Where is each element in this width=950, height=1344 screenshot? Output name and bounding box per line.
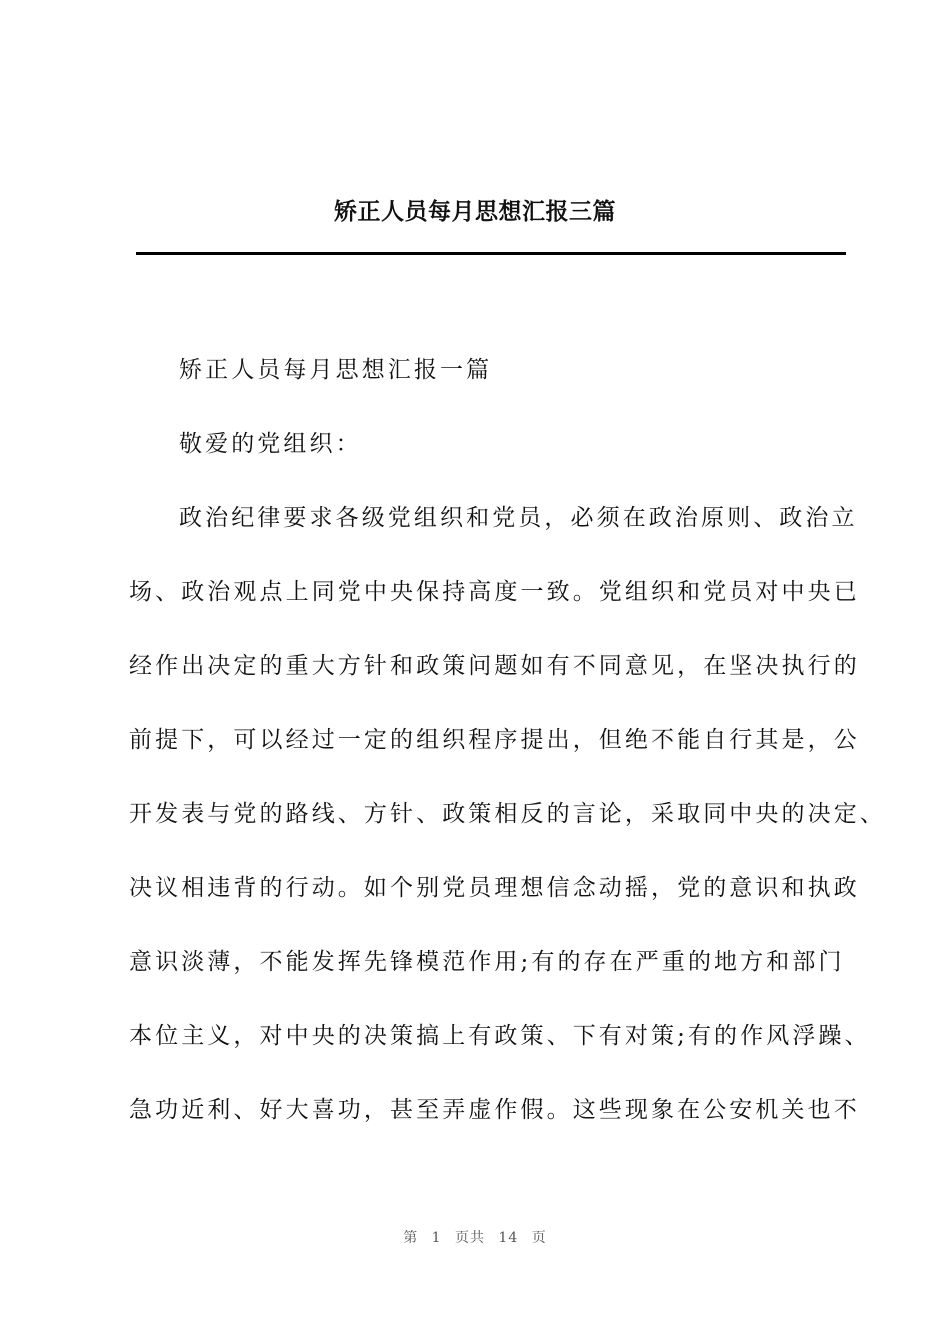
document-title: 矫正人员每月思想汇报三篇	[334, 199, 616, 225]
body-line-5: 开发表与党的路线、方针、政策相反的言论，采取同中央的决定、	[129, 801, 886, 827]
body-line-2: 场、政治观点上同党中央保持高度一致。党组织和党员对中央已	[129, 579, 860, 605]
page-number-footer: 第 1 页共 14 页	[403, 1230, 547, 1246]
salutation: 敬爱的党组织：	[179, 431, 362, 457]
body-line-1: 政治纪律要求各级党组织和党员，必须在政治原则、政治立	[179, 505, 858, 531]
body-line-9: 急功近利、好大喜功，甚至弄虚作假。这些现象在公安机关也不	[129, 1097, 860, 1123]
body-line-3: 经作出决定的重大方针和政策问题如有不同意见，在坚决执行的	[129, 653, 860, 679]
body-line-7: 意识淡薄，不能发挥先锋模范作用;有的存在严重的地方和部门	[129, 949, 845, 975]
body-line-4: 前提下，可以经过一定的组织程序提出，但绝不能自行其是，公	[129, 727, 860, 753]
section-heading: 矫正人员每月思想汇报一篇	[179, 357, 493, 383]
body-line-6: 决议相违背的行动。如个别党员理想信念动摇，党的意识和执政	[129, 875, 860, 901]
title-divider	[136, 252, 846, 255]
body-line-8: 本位主义，对中央的决策搞上有政策、下有对策;有的作风浮躁、	[129, 1023, 871, 1049]
